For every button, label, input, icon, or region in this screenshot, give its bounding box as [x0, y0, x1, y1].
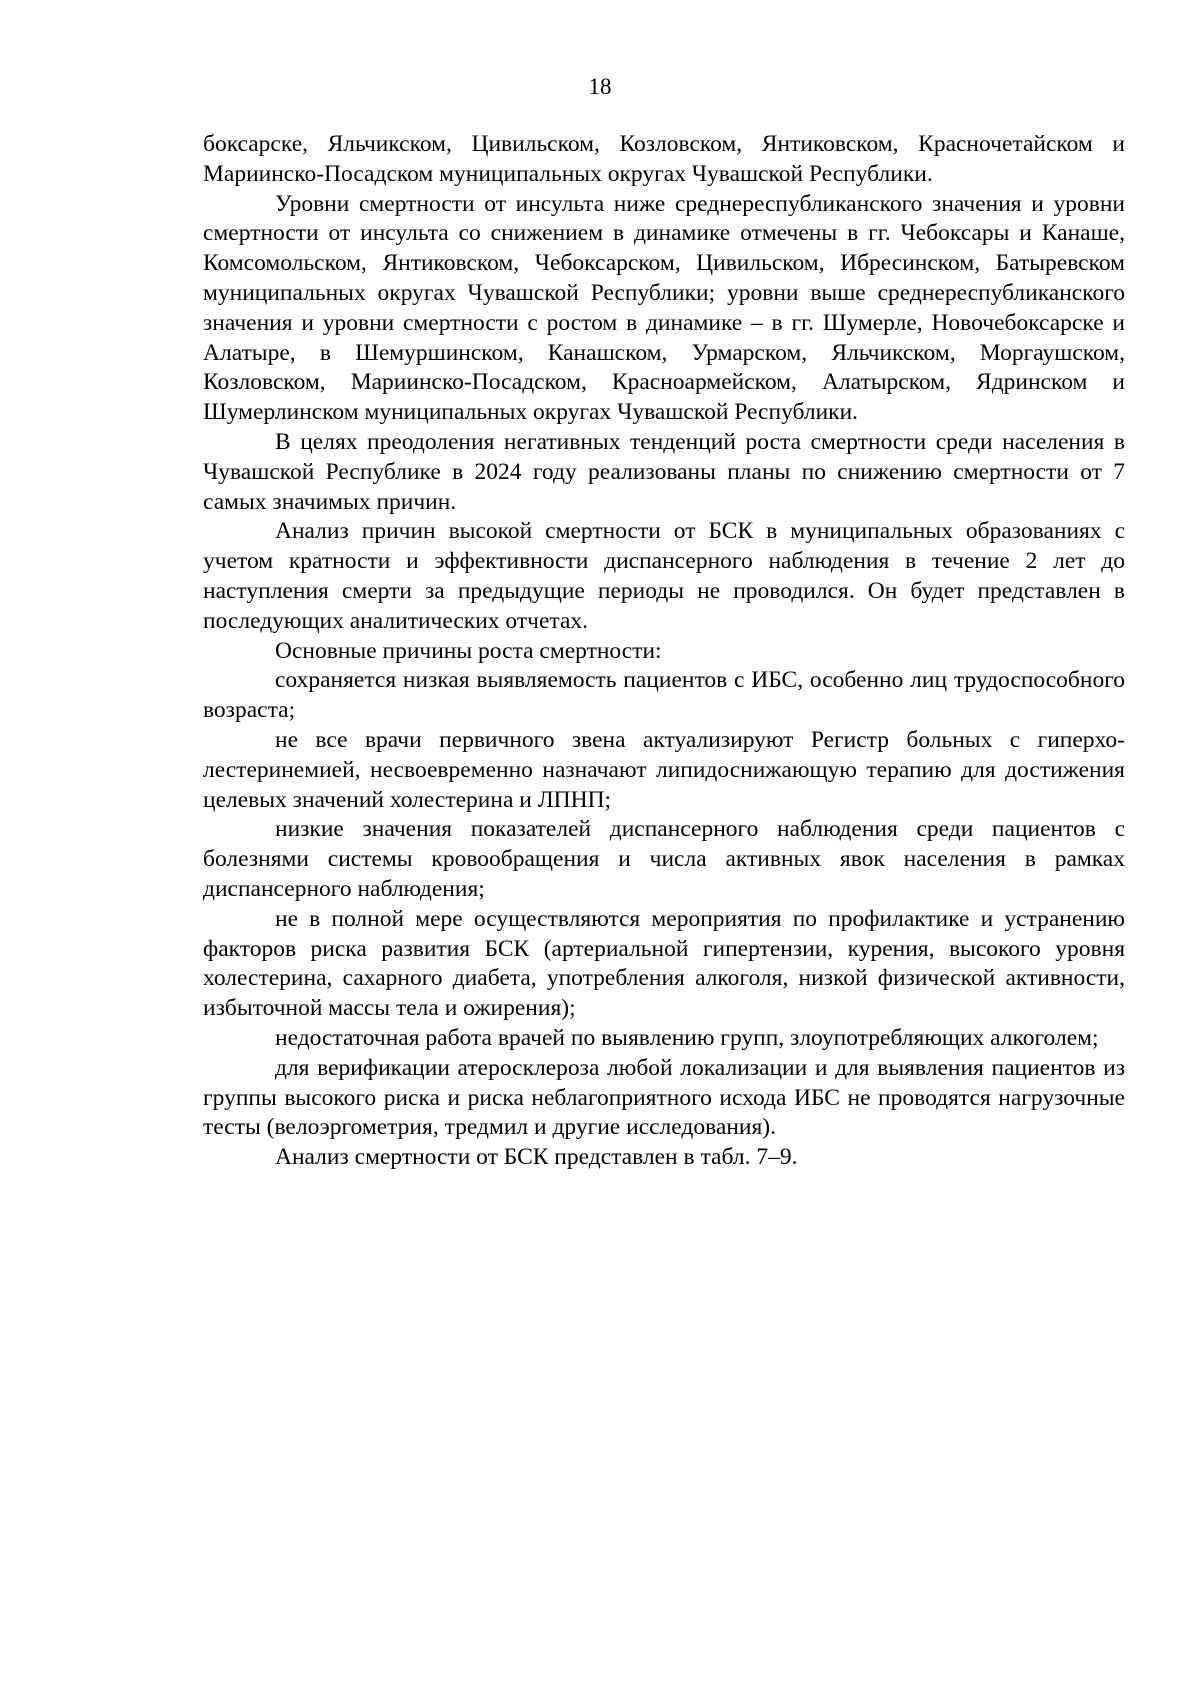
list-item-cause-3: низкие значения показателей диспансерного наблюдения среди пациентов с болезнями системы кровообращения и числа активных явок населения в рамках диспансерного наблюдения;	[203, 816, 1125, 902]
body-text	[203, 130, 1125, 1173]
paragraph-stroke-mortality: Уровни смертности от инсульта ниже среднереспубликанского значения и уровни смертности от инсульта со снижением в динамике отмечены в гг. Чебоксары и Канаше, Комсомольском, Янтиковском, Чебоксарском, Цивильском, Ибресинском, Батыревском муниципальных округах Чувашской Республики; уровни выше среднереспубликанского значения и уровни смертности с ростом в динамике – в гг. Шумерле, Новочебоксарске и Алатыре, в Шемуршинском, Канашском, Урмарском, Яльчикском, Моргаушском, Козловском, Мариинско-Посадском, Красноармейском, Алатырском, Ядринском и Шумерлинском муниципальных округах Чувашской Республики.	[203, 190, 1125, 426]
paragraph-mortality-plans: В целях преодоления негативных тенденций роста смертности среди населения в Чувашской Республике в 2024 году реализованы планы по снижению смертности от 7 самых значимых причин.	[203, 428, 1125, 515]
list-item-cause-6: для верификации атеросклероза любой локализации и для выявления пациентов из группы высокого риска и риска неблагоприятного исхода ИБС не проводятся нагрузочные тесты (велоэргометрия, тредмил и другие исследования).	[203, 1054, 1125, 1141]
page-number: 18	[588, 74, 612, 99]
paragraph-table-reference: Анализ смертности от БСК представлен в табл. 7–9.	[275, 1144, 798, 1171]
paragraph-continuation: боксарске, Яльчикском, Цивильском, Козловском, Янтиковском, Красночетайском и Мариинско-Посадском муниципальных округах Чувашской Республики.	[203, 131, 1125, 187]
list-item-cause-1: сохраняется низкая выявляемость пациентов с ИБС, особенно лиц трудоспособного возраста;	[203, 667, 1125, 724]
paragraph-analysis-note: Анализ причин высокой смертности от БСК в муниципальных образованиях с учетом кратности и эффективности диспансерного наблюдения в течение 2 лет до наступления смерти за предыдущие периоды не проводился. Он будет представлен в последующих аналитических отчетах.	[203, 518, 1125, 634]
list-item-cause-5: недостаточная работа врачей по выявлению групп, злоупотребляющих алкоголем;	[275, 1024, 1099, 1051]
paragraph-main-causes-heading: Основные причины роста смертности:	[275, 637, 662, 664]
list-item-cause-4: не в полной мере осуществляются мероприятия по профилактике и устранению факторов риска развития БСК (артериальной гипертензии, курения, высокого уровня холестерина, сахарного диабета, употребления алкоголя, низкой физической активности, избыточной массы тела и ожирения);	[203, 905, 1125, 1022]
list-item-cause-2: не все врачи первичного звена актуализируют Регистр больных с гиперхолестеринемией, несвоевременно назначают липидоснижающую терапию для достижения целевых значений холестерина и ЛПНП;	[203, 726, 1125, 813]
